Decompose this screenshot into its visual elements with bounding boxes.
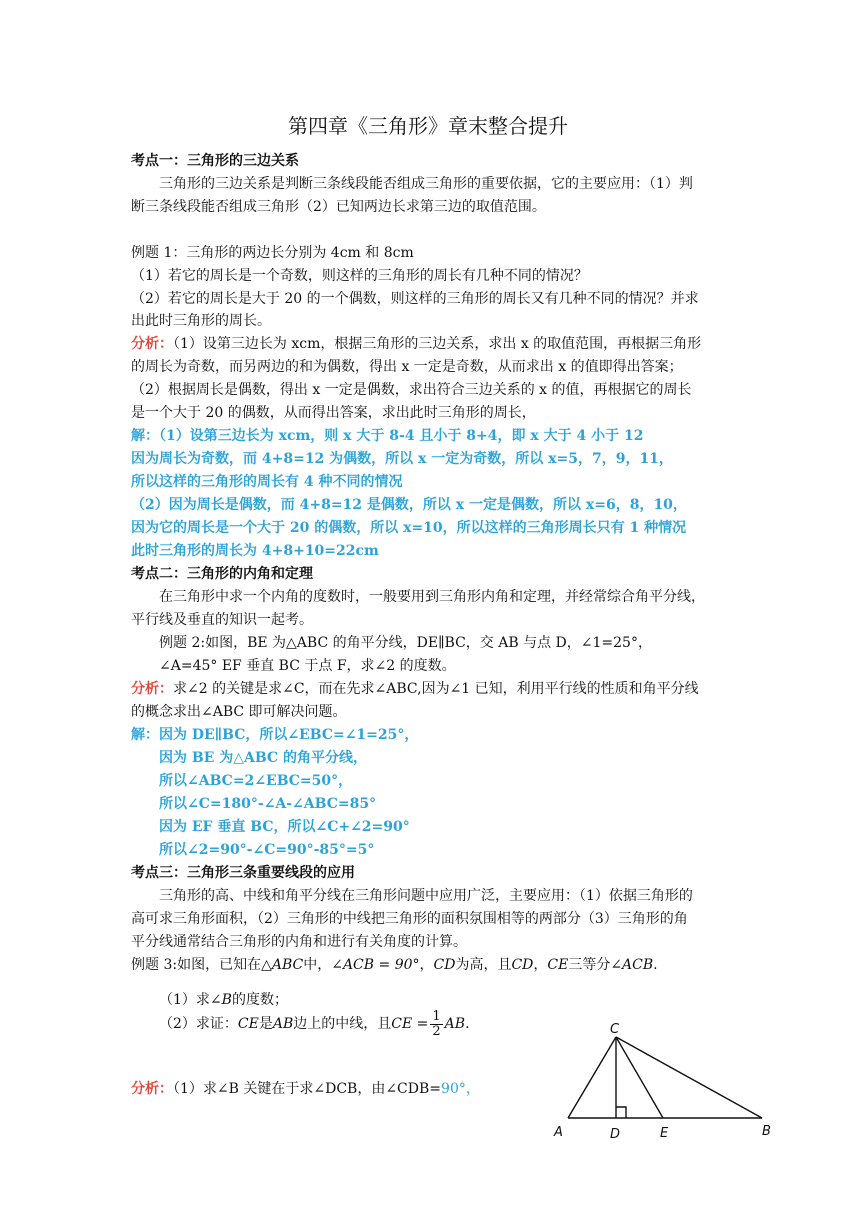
ex3-text-f: 三等分: [568, 957, 611, 973]
right-angle-mark: [616, 1107, 626, 1118]
q1-angle-b: ∠B: [209, 992, 232, 1008]
s2-intro-line2: 平行线及垂直的知识一起考。: [131, 612, 313, 628]
example-1-question-2a: （2）若它的周长是大于 20 的一个偶数，则这样的三角形的周长又有几种不同的情况？并求: [131, 291, 699, 307]
s3-analysis-angle: 90°，: [441, 1081, 480, 1097]
q2-text-c: 是: [258, 1016, 273, 1032]
ex3-cd2: CD: [511, 957, 534, 973]
s1-solution-line5: 因为它的周长是一个大于 20 的偶数，所以 x=10，所以这样的三角形周长只有 1 种情况: [131, 520, 687, 536]
ex3-text-d: 为高，且: [455, 957, 512, 973]
fraction-denominator: 2: [432, 1023, 441, 1039]
ex3-acb: ∠ACB: [610, 957, 654, 973]
q1-text-a: （1）求: [159, 992, 210, 1008]
s2-solution-line4: 所以∠C=180°-∠A-∠ABC=85°: [159, 796, 377, 812]
ex3-text-a: 例题 3:如图，已知在△: [131, 957, 272, 973]
s1-analysis-line4: 是一个大于 20 的偶数，从而得出答案，求出此时三角形的周长，: [131, 405, 536, 421]
s3-intro-line1: 三角形的高、中线和角平分线在三角形问题中应用广泛，主要应用：（1）依据三角形的: [159, 888, 693, 904]
s3-analysis-text: （1）求∠B 关键在于求∠DCB，由∠CDB=: [173, 1081, 442, 1097]
s1-analysis-line2: 的周长为奇数，而另两边的和为偶数，得出 x 一定是奇数，从而求出 x 的值即得出答案；: [131, 359, 683, 375]
s2-analysis-line2: 的概念求出∠ABC 即可解决问题。: [131, 704, 347, 720]
s2-analysis-line1: [131, 678, 699, 700]
s2-solution-line5: 因为 EF 垂直 BC，所以∠C+∠2=90°: [159, 819, 410, 835]
page-title: 第四章《三角形》章末整合提升: [288, 114, 568, 138]
s2-intro-line1: 在三角形中求一个内角的度数时，一般要用到三角形内角和定理，并经常综合角平分线，: [159, 589, 705, 605]
q2-ce: CE: [237, 1016, 259, 1032]
label-b: B: [762, 1124, 771, 1139]
s1-solution-line1: 解：（1）设第三边长为 xcm，则 x 大于 8-4 且小于 8+4，即 x 大于 4 小于 12: [131, 428, 644, 444]
q2-ab-2: AB: [444, 1016, 466, 1032]
section-1-heading: 考点一：三角形的三边关系: [131, 153, 299, 169]
ex3-text-c: ，: [419, 957, 434, 973]
q2-ab: AB: [272, 1016, 294, 1032]
analysis-label: 分析：: [131, 681, 173, 697]
ex3-cd: CD: [433, 957, 456, 973]
example-1-question-2b: 出此时三角形的周长。: [131, 313, 271, 329]
q1-text-c: 的度数；: [231, 992, 288, 1008]
s1-solution-line2: 因为周长为奇数，而 4+8=12 为偶数，所以 x 一定为奇数，所以 x=5，7，9，11，: [131, 451, 673, 467]
fraction-one-half: [430, 1010, 442, 1039]
s1-analysis-line1: [131, 333, 701, 355]
label-d: D: [610, 1127, 621, 1142]
s1-intro-line2: 断三条线段能否组成三角形（2）已知两边长求第三边的取值范围。: [131, 199, 546, 215]
s1-solution-line3: 所以这样的三角形的周长有 4 种不同的情况: [131, 474, 403, 490]
q2-ce-eq: CE =: [391, 1016, 429, 1032]
s3-analysis-line1: [131, 1078, 480, 1100]
example-1-question-1: （1）若它的周长是一个奇数，则这样的三角形的周长有几种不同的情况？: [131, 268, 588, 284]
ex3-angle: ∠ACB = 90°: [331, 957, 420, 973]
ex3-text-b: 中，: [303, 957, 332, 973]
fraction-numerator: 1: [432, 1008, 441, 1024]
solution-label: 解：: [131, 727, 159, 743]
s3-intro-line3: 平分线通常结合三角形的内角和进行有关角度的计算。: [131, 934, 467, 950]
example-2-line1: 例题 2:如图，BE 为△ABC 的角平分线，DE∥BC，交 AB 与点 D，∠1=25°，: [159, 635, 652, 651]
example-2-line2: ∠A=45° EF 垂直 BC 于点 F，求∠2 的度数。: [159, 658, 456, 674]
s2-solution-line6: 所以∠2=90°-∠C=90°-85°=5°: [159, 842, 375, 858]
s2-solution-line3: 所以∠ABC=2∠EBC=50°，: [159, 773, 353, 789]
label-a: A: [554, 1125, 563, 1140]
ex3-abc: ABC: [271, 957, 304, 973]
s2-solution-line1: [131, 724, 418, 746]
ex3-ce: CE: [547, 957, 569, 973]
ex3-text-e: ，: [533, 957, 548, 973]
q2-text-h: .: [465, 1016, 470, 1032]
example-1-text: 例题 1：三角形的两边长分别为 4cm 和 8cm: [131, 245, 414, 261]
analysis-label: 分析：: [131, 336, 173, 352]
s1-analysis-line3: （2）根据周长是偶数，得出 x 一定是偶数，求出符合三边关系的 x 的值，再根据它的周长: [131, 382, 692, 398]
s2-solution-text1: 因为 DE∥BC，所以∠EBC=∠1=25°，: [159, 727, 419, 743]
q2-text-e: 边上的中线，且: [293, 1016, 392, 1032]
example-3-line: [131, 954, 658, 976]
s2-analysis-text1: 求∠2 的关键是求∠C，而在先求∠ABC,因为∠1 已知，利用平行线的性质和角平分线: [173, 681, 699, 697]
analysis-label: 分析：: [131, 1081, 173, 1097]
s2-solution-line2: 因为 BE 为△ABC 的角平分线，: [159, 750, 367, 766]
section-2-heading: 考点二：三角形的内角和定理: [131, 566, 313, 582]
section-3-heading: 考点三：三角形三条重要线段的应用: [131, 865, 355, 881]
ex3-text-g: .: [653, 957, 658, 973]
s3-intro-line2: 高可求三角形面积，（2）三角形的中线把三角形的面积氛围相等的两部分（3）三角形的角: [131, 911, 688, 927]
label-c: C: [610, 1022, 620, 1037]
side-ac: [568, 1037, 616, 1118]
example-3-question-2: [159, 1006, 470, 1042]
label-e: E: [660, 1126, 669, 1141]
s1-analysis-text1: （1）设第三边长为 xcm，根据三角形的三边关系，求出 x 的取值范围，再根据三角形: [173, 336, 702, 352]
q2-text-a: （2）求证：: [159, 1016, 238, 1032]
s1-solution-line4: （2）因为周长是偶数，而 4+8=12 是偶数，所以 x 一定是偶数，所以 x=6，8，10，: [131, 497, 687, 513]
triangle-figure: [550, 1020, 790, 1150]
s1-intro-line1: 三角形的三边关系是判断三条线段能否组成三角形的重要依据，它的主要应用：（1）判: [159, 176, 693, 192]
side-cb: [616, 1037, 762, 1118]
segment-ce: [616, 1037, 663, 1118]
s1-solution-line6: 此时三角形的周长为 4+8+10=22cm: [131, 543, 379, 559]
